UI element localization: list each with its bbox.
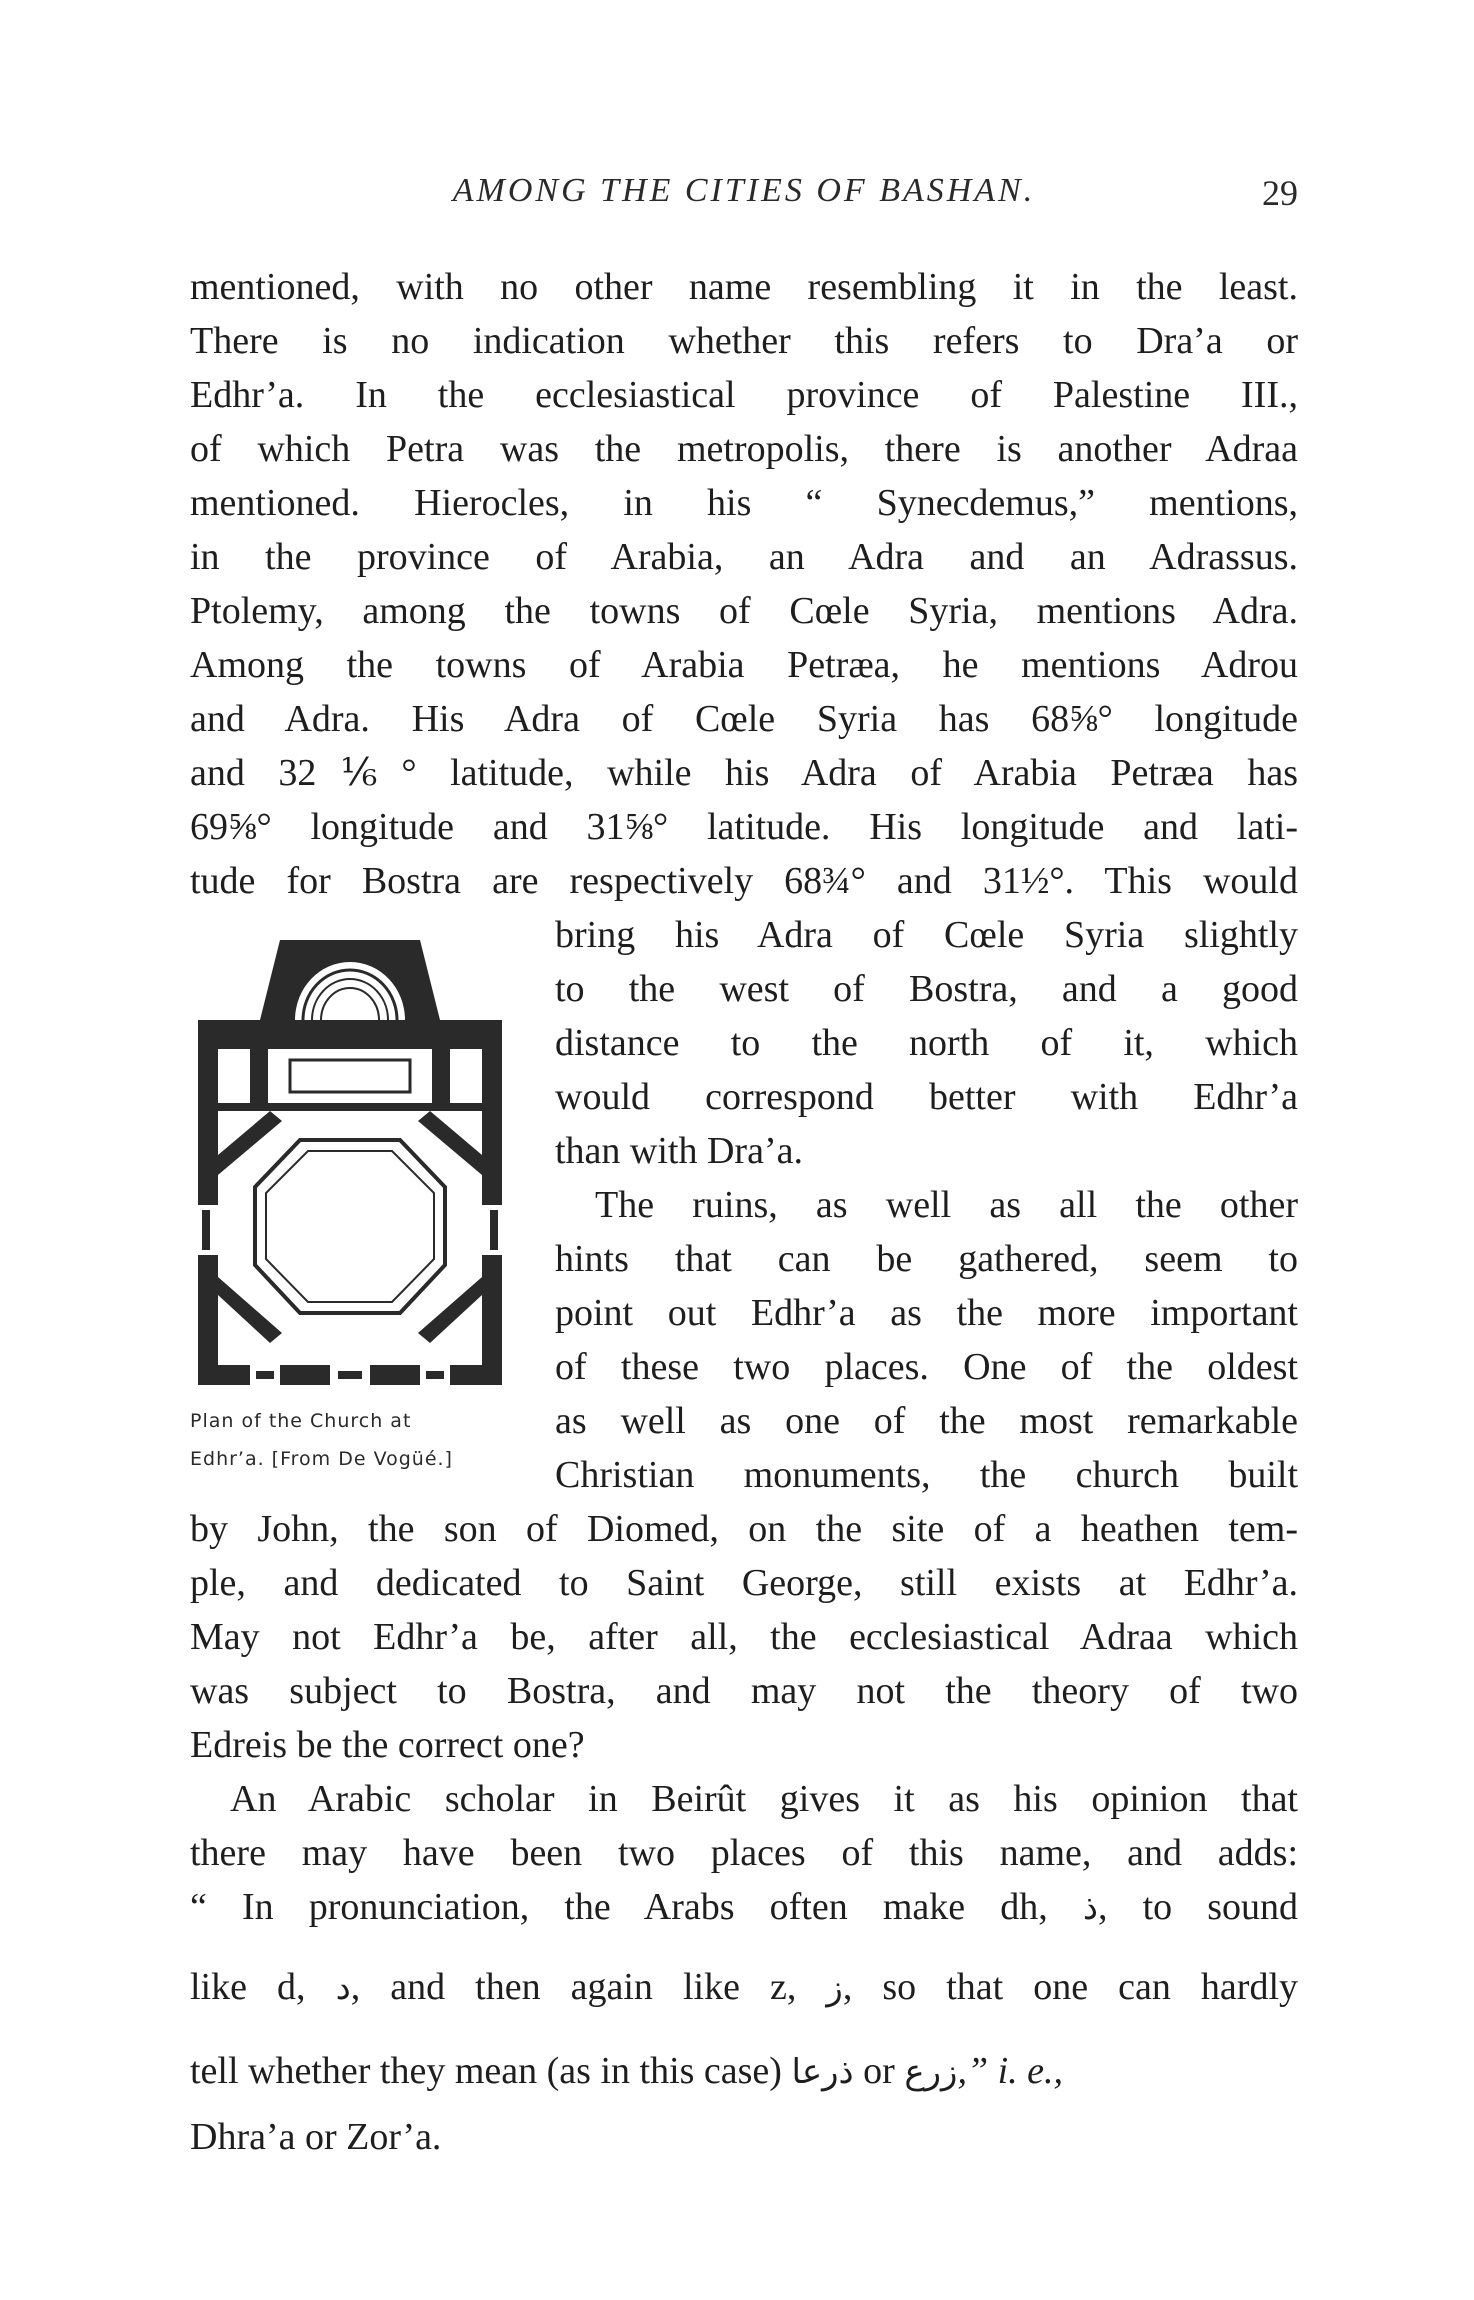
text-fragment: , so that one can hardly: [842, 1966, 1299, 2008]
arabic-zay: ز: [826, 1968, 843, 2008]
text-line-arabic-2: [190, 1962, 1298, 2012]
text-line: than with Dra’a.: [555, 1130, 803, 1172]
text-line: An Arabic scholar in Beirût gives it as his opinion that: [230, 1778, 1298, 1820]
arabic-dhal: ذ: [1082, 1888, 1098, 1928]
text-line-arabic-3: [190, 2046, 1298, 2096]
text-line: would correspond better with Edhr’a: [555, 1076, 1298, 1118]
text-fragment: ,” i. e.,: [957, 2050, 1064, 2092]
figure-caption-line-2: Edhr’a. [From De Vogüé.]: [190, 1448, 453, 1470]
text-line: 69⅝° longitude and 31⅝° latitude. His longitude and lati-: [190, 806, 1298, 848]
text-line: There is no indication whether this refers to Dra’a or: [190, 320, 1298, 362]
text-fragment: like d,: [190, 1966, 306, 2008]
text-fragment: or: [863, 2050, 895, 2092]
text-line: Among the towns of Arabia Petræa, he mentions Adrou: [190, 644, 1298, 686]
church-plan-figure: [190, 925, 510, 1385]
text-line: to the west of Bostra, and a good: [555, 968, 1298, 1010]
text-line: mentioned. Hierocles, in his “ Synecdemus,” mentions,: [190, 482, 1298, 524]
text-line: hints that can be gathered, seem to: [555, 1238, 1298, 1280]
text-line: May not Edhr’a be, after all, the ecclesiastical Adraa which: [190, 1616, 1298, 1658]
text-line: point out Edhr’a as the more important: [555, 1292, 1298, 1334]
text-line: mentioned, with no other name resembling it in the least.: [190, 266, 1298, 308]
page-header: [190, 172, 1298, 222]
arabic-word-zora: زرع: [904, 2052, 958, 2092]
text-line: Dhra’a or Zor’a.: [190, 2116, 442, 2158]
text-line: and Adra. His Adra of Cœle Syria has 68⅝° longitude: [190, 698, 1298, 740]
text-line: in the province of Arabia, an Adra and an Adrassus.: [190, 536, 1298, 578]
arabic-word-dhra: ذرعا: [791, 2052, 854, 2092]
text-line: ple, and dedicated to Saint George, still exists at Edhr’a.: [190, 1562, 1298, 1604]
text-line: tude for Bostra are respectively 68¾° and 31½°. This would: [190, 860, 1298, 902]
text-line: bring his Adra of Cœle Syria slightly: [555, 914, 1298, 956]
text-line: by John, the son of Diomed, on the site of a heathen tem-: [190, 1508, 1298, 1550]
text-line: and 32⅙° latitude, while his Adra of Arabia Petræa has: [190, 752, 1298, 794]
text-line-arabic-1: [190, 1882, 1298, 1932]
text-line: of which Petra was the metropolis, there is another Adraa: [190, 428, 1298, 470]
page-number: 29: [1262, 173, 1298, 213]
text-line: of these two places. One of the oldest: [555, 1346, 1298, 1388]
text-fragment: tell whether they mean (as in this case): [190, 2050, 782, 2092]
text-fragment: , to sound: [1097, 1886, 1299, 1928]
text-line: distance to the north of it, which: [555, 1022, 1298, 1064]
text-line: there may have been two places of this name, and adds:: [190, 1832, 1298, 1874]
text-line: was subject to Bostra, and may not the theory of two: [190, 1670, 1298, 1712]
text-line: Edhr’a. In the ecclesiastical province of Palestine III.,: [190, 374, 1298, 416]
text-line: Ptolemy, among the towns of Cœle Syria, mentions Adra.: [190, 590, 1298, 632]
text-fragment: , and then again like z,: [350, 1966, 797, 2008]
church-plan-drawing: [190, 925, 510, 1385]
figure-caption-line-1: Plan of the Church at: [190, 1410, 412, 1432]
running-title: AMONG THE CITIES OF BASHAN.: [452, 172, 1036, 209]
text-line: The ruins, as well as all the other: [595, 1184, 1298, 1226]
text-line: Christian monuments, the church built: [555, 1454, 1298, 1496]
text-fragment: “ In pronunciation, the Arabs often make dh,: [190, 1886, 1048, 1928]
text-line: as well as one of the most remarkable: [555, 1400, 1298, 1442]
arabic-dal: د: [335, 1968, 351, 2008]
text-line: Edreis be the correct one?: [190, 1724, 585, 1766]
